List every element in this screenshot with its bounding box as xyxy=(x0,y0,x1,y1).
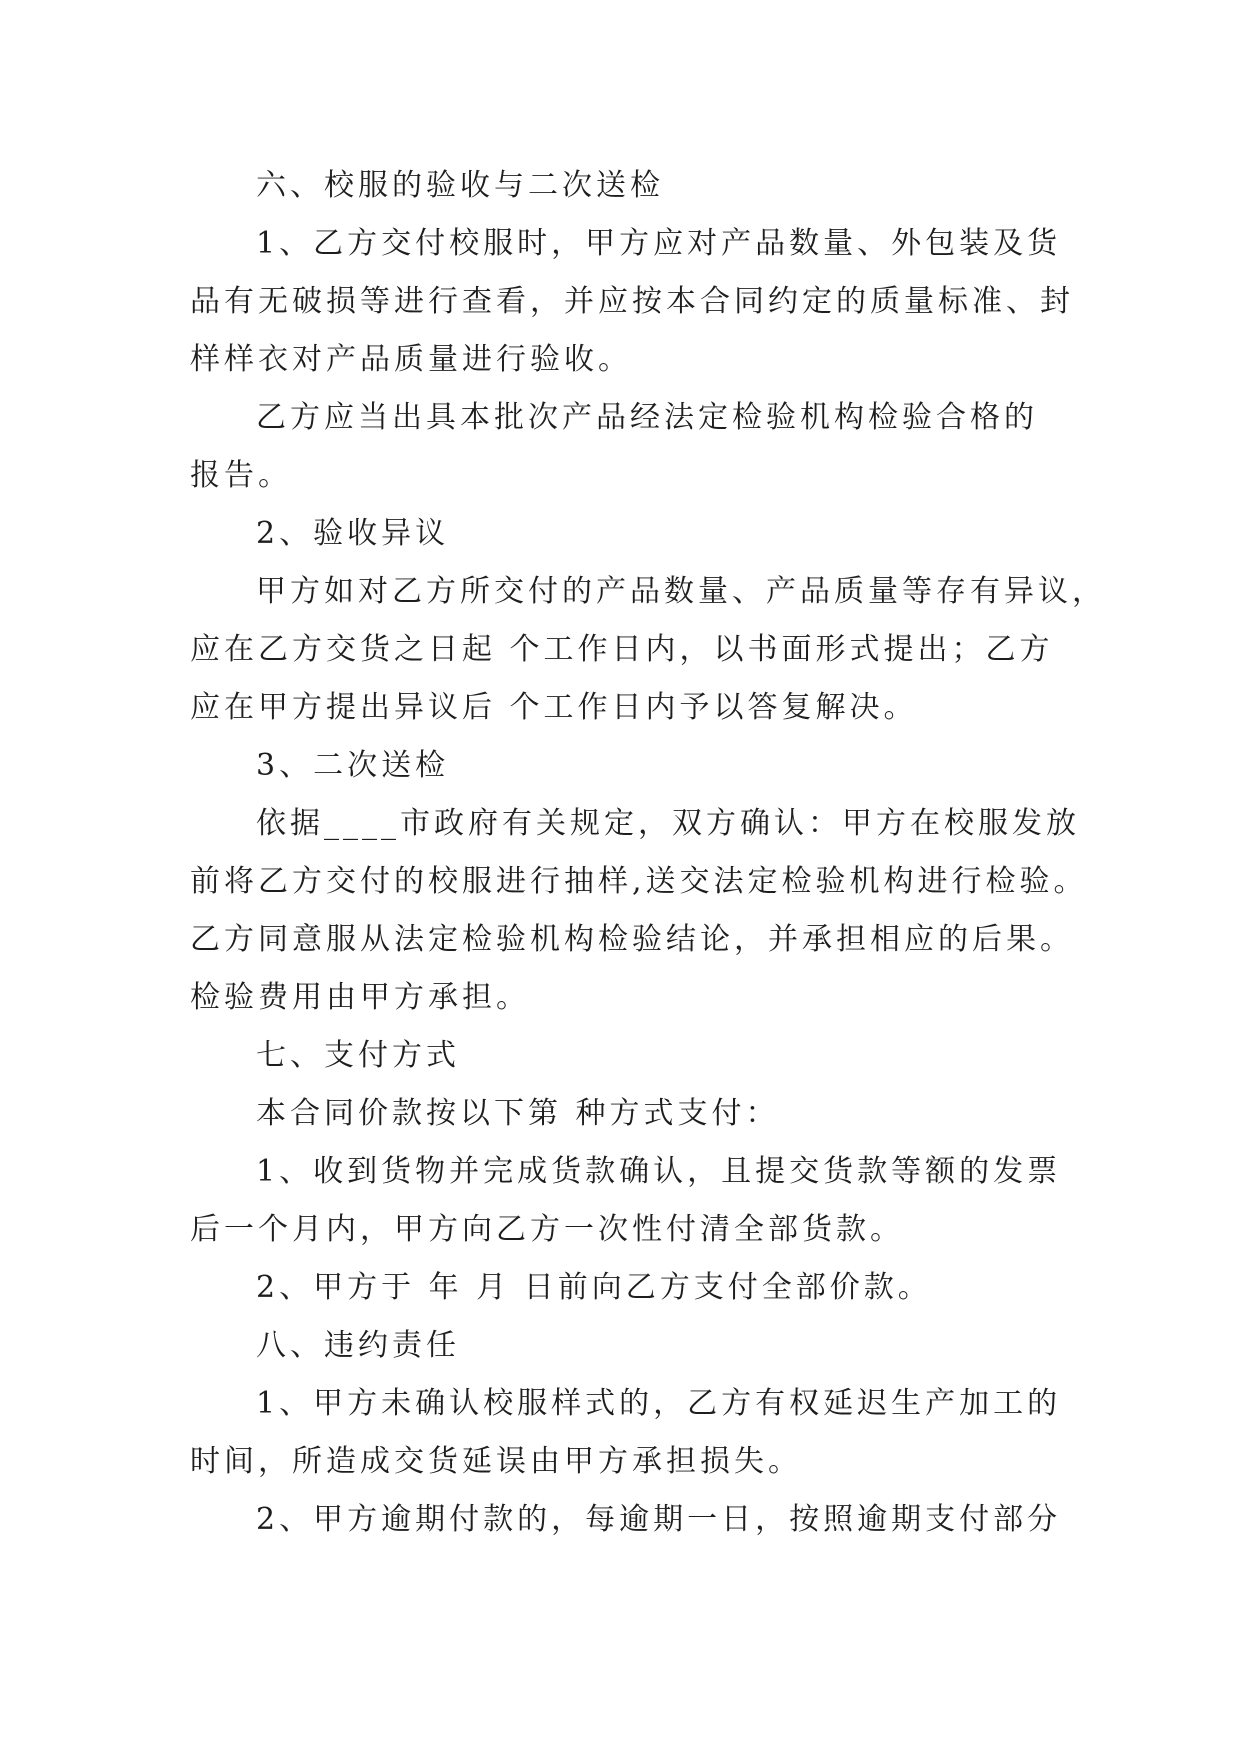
text-line: 乙方同意服从法定检验机构检验结论，并承担相应的后果。 xyxy=(190,922,1074,957)
text-line: 时间，所造成交货延误由甲方承担损失。 xyxy=(190,1444,802,1479)
paragraph-objection xyxy=(190,563,1106,737)
text-line: 2、验收异议 xyxy=(256,516,450,551)
text-line: 品有无破损等进行查看，并应按本合同约定的质量标准、封 xyxy=(190,284,1074,319)
text-line: 甲方如对乙方所交付的产品数量、产品质量等存有异议， xyxy=(256,574,1106,609)
section-heading-liability xyxy=(190,1317,1050,1375)
paragraph-payment-option-2 xyxy=(190,1259,1050,1317)
subheading-second-inspection xyxy=(190,737,1050,795)
paragraph-inspection-report xyxy=(190,389,1050,505)
text-line: 1、乙方交付校服时，甲方应对产品数量、外包装及货 xyxy=(256,226,1062,261)
text-line: 七、支付方式 xyxy=(256,1038,460,1073)
text-line: 前将乙方交付的校服进行抽样,送交法定检验机构进行检验。 xyxy=(190,864,1088,899)
text-line: 1、甲方未确认校服样式的，乙方有权延迟生产加工的 xyxy=(256,1386,1062,1421)
text-line: 八、违约责任 xyxy=(256,1328,460,1363)
text-line: 2、甲方逾期付款的，每逾期一日，按照逾期支付部分 xyxy=(256,1502,1062,1537)
text-line: 应在甲方提出异议后 个工作日内予以答复解决。 xyxy=(190,690,918,725)
section-heading-payment xyxy=(190,1027,1050,1085)
paragraph-delivery-inspection xyxy=(190,215,1074,389)
paragraph-liability-1 xyxy=(190,1375,1062,1491)
section-heading-acceptance xyxy=(190,157,1050,215)
text-line: 依据____市政府有关规定，双方确认：甲方在校服发放 xyxy=(256,806,1080,841)
text-line: 报告。 xyxy=(190,458,292,493)
text-line: 本合同价款按以下第 种方式支付： xyxy=(256,1096,780,1131)
text-line: 样样衣对产品质量进行验收。 xyxy=(190,342,632,377)
text-line: 六、校服的验收与二次送检 xyxy=(256,168,664,203)
paragraph-payment-method xyxy=(190,1085,1050,1143)
text-line: 检验费用由甲方承担。 xyxy=(190,980,530,1015)
paragraph-payment-option-1 xyxy=(190,1143,1062,1259)
subheading-acceptance-objection xyxy=(190,505,1050,563)
paragraph-liability-2 xyxy=(190,1491,1062,1549)
text-line: 应在乙方交货之日起 个工作日内，以书面形式提出；乙方 xyxy=(190,632,1054,667)
text-line: 3、二次送检 xyxy=(256,748,450,783)
text-line: 1、收到货物并完成货款确认，且提交货款等额的发票 xyxy=(256,1154,1062,1189)
text-line: 2、甲方于 年 月 日前向乙方支付全部价款。 xyxy=(256,1270,932,1305)
paragraph-second-inspection xyxy=(190,795,1088,1027)
document-body xyxy=(190,157,1106,1549)
text-line: 后一个月内，甲方向乙方一次性付清全部货款。 xyxy=(190,1212,904,1247)
text-line: 乙方应当出具本批次产品经法定检验机构检验合格的 xyxy=(256,400,1038,435)
